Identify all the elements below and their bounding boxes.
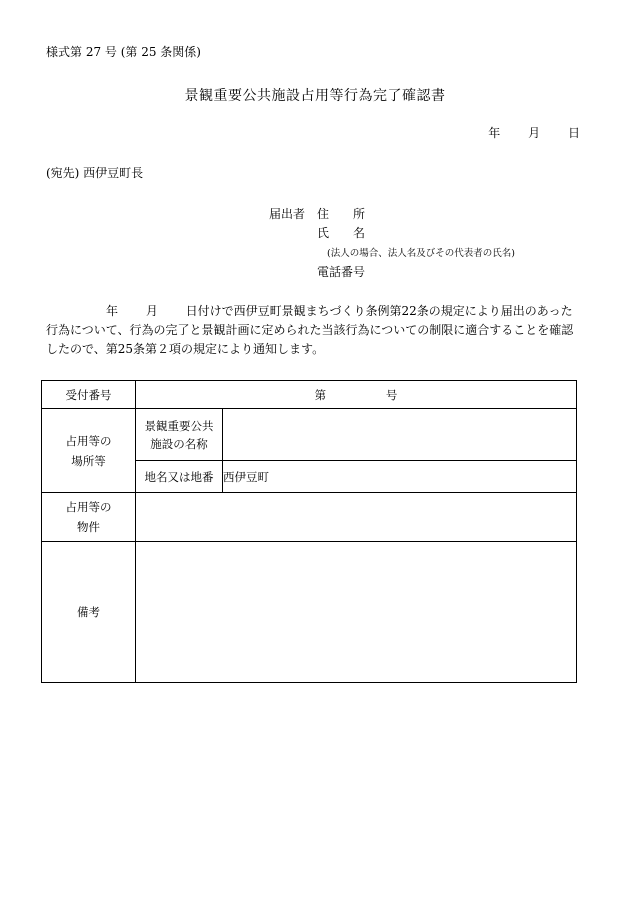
notifier-label: 届出者 xyxy=(269,207,306,221)
location-label-line: 占用等の xyxy=(65,433,112,448)
date-day: 日 xyxy=(567,126,580,140)
form-number: 様式第 27 号 (第 25 条関係) xyxy=(46,45,201,59)
facility-name-label xyxy=(136,409,223,461)
notice-body-line: 年 月 日付けで西伊豆町景観まちづくり条例第22条の規定により届出のあった xyxy=(46,304,573,318)
table-row xyxy=(42,409,577,461)
notifier-name-note: (法人の場合、法人名及びその代表者の氏名) xyxy=(327,248,515,259)
object-label-line: 占用等の xyxy=(65,500,112,514)
document-title: 景観重要公共施設占用等行為完了確認書 xyxy=(184,88,446,104)
lot-number-label: 地名又は地番 xyxy=(136,461,223,493)
date-month: 月 xyxy=(528,126,541,140)
date-line xyxy=(464,124,580,141)
facility-name-label-line: 施設の名称 xyxy=(150,436,208,451)
location-label-line: 場所等 xyxy=(71,453,106,468)
facility-name-field[interactable] xyxy=(223,409,577,461)
notifier-address-label: 住 所 xyxy=(317,207,366,221)
addressee: (宛先) 西伊豆町長 xyxy=(46,166,144,180)
remarks-label: 備考 xyxy=(42,542,136,683)
object-label xyxy=(42,493,136,542)
reception-number-field[interactable] xyxy=(136,381,577,409)
reception-number-label: 受付番号 xyxy=(42,381,136,409)
confirmation-form-table xyxy=(41,380,577,683)
object-field[interactable] xyxy=(136,493,577,542)
lot-number-field[interactable]: 西伊豆町 xyxy=(223,461,577,493)
table-row xyxy=(42,542,577,683)
date-year: 年 xyxy=(488,126,501,140)
notifier-phone-label: 電話番号 xyxy=(317,265,366,279)
notice-body-line: 行為について、行為の完了と景観計画に定められた当該行為についての制限に適合することを確認 xyxy=(46,323,574,337)
notice-body-line: したので、第25条第２項の規定により通知します。 xyxy=(46,342,325,356)
notice-body xyxy=(46,302,586,359)
location-label xyxy=(42,409,136,493)
reception-number-suffix: 号 xyxy=(385,387,398,402)
object-label-line: 物件 xyxy=(77,520,100,534)
table-row xyxy=(42,381,577,409)
notifier-name-label: 氏 名 xyxy=(317,226,366,240)
remarks-field[interactable] xyxy=(136,542,577,683)
table-row xyxy=(42,493,577,542)
facility-name-label-line: 景観重要公共 xyxy=(144,418,214,433)
reception-number-prefix: 第 xyxy=(314,387,327,402)
